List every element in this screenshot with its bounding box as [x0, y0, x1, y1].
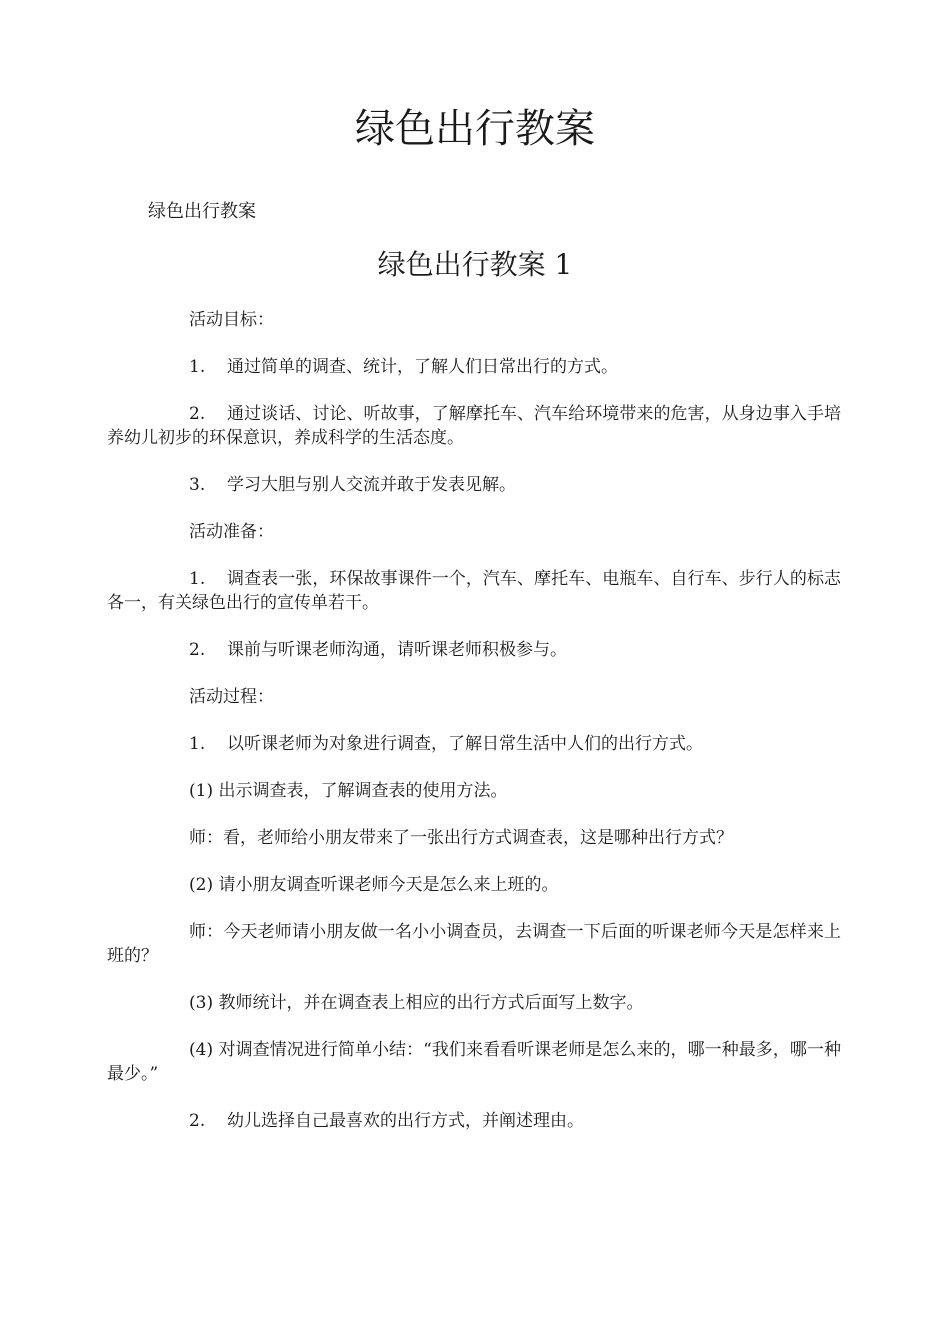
paragraph: 1. 调查表一张，环保故事课件一个，汽车、摩托车、电瓶车、自行车、步行人的标志各一，有关绿色出行的宣传单若干。 [107, 569, 841, 613]
paragraph: 2. 幼儿选择自己最喜欢的出行方式，并阐述理由。 [189, 1111, 584, 1131]
paragraph: (3) 教师统计，并在调查表上相应的出行方式后面写上数字。 [189, 993, 644, 1013]
paragraph: (2) 请小朋友调查听课老师今天是怎么来上班的。 [189, 875, 559, 895]
paragraph: (4) 对调查情况进行简单小结：“我们来看看听课老师是怎么来的，哪一种最多，哪一种最少。” [107, 1040, 841, 1084]
section-title: 绿色出行教案 1 [377, 248, 573, 281]
paragraph: (1) 出示调查表，了解调查表的使用方法。 [189, 781, 508, 801]
document-body [107, 308, 841, 1156]
paragraph: 2. 课前与听课老师沟通，请听课老师积极参与。 [189, 640, 567, 660]
paragraph: 师：看，老师给小朋友带来了一张出行方式调查表，这是哪种出行方式？ [189, 828, 733, 848]
paragraph: 2. 通过谈话、讨论、听故事，了解摩托车、汽车给环境带来的危害，从身边事入手培养幼儿初步的环保意识，养成科学的生活态度。 [107, 404, 841, 448]
paragraph: 1. 以听课老师为对象进行调查，了解日常生活中人们的出行方式。 [189, 734, 703, 754]
document-title: 绿色出行教案 [355, 106, 595, 152]
paragraph: 1. 通过简单的调查、统计，了解人们日常出行的方式。 [189, 357, 618, 377]
paragraph: 活动过程： [189, 687, 274, 707]
paragraph: 师：今天老师请小朋友做一名小小调查员，去调查一下后面的听课老师今天是怎样来上班的？ [107, 922, 841, 966]
paragraph: 活动目标： [189, 310, 274, 330]
document-subtitle: 绿色出行教案 [148, 201, 256, 222]
paragraph: 活动准备： [189, 522, 274, 542]
paragraph: 3. 学习大胆与别人交流并敢于发表见解。 [189, 475, 516, 495]
